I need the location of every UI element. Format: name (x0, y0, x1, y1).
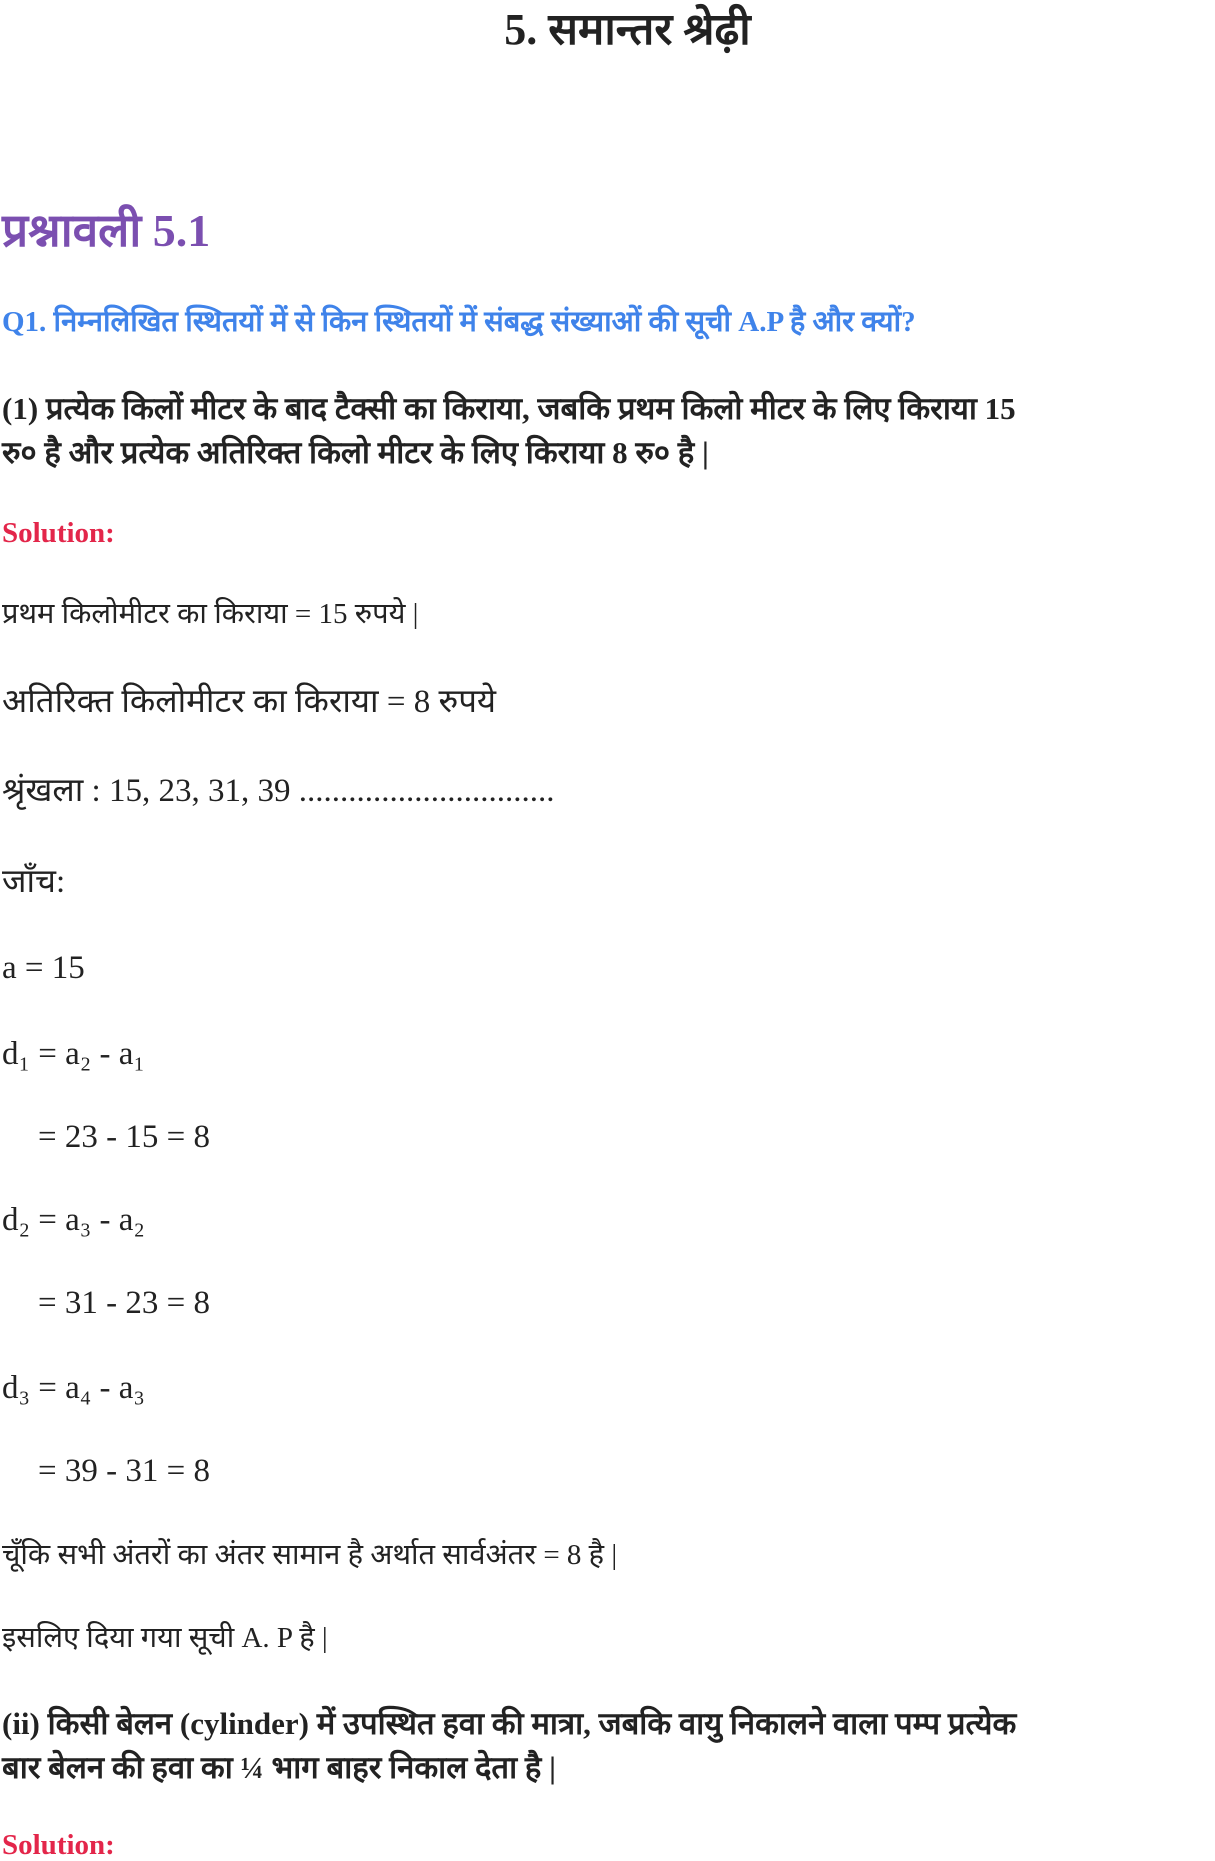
part2-question-line1: (ii) किसी बेलन (cylinder) में उपस्थित हवा की मात्रा, जबकि वायु निकालने वाला पम्प प्रत्येक (2, 1706, 1017, 1741)
solution-line: अतिरिक्त किलोमीटर का किराया = 8 रुपये (2, 684, 497, 720)
exercise-heading: प्रश्नावली 5.1 (2, 205, 211, 256)
solution-line: = 31 - 23 = 8 (38, 1285, 210, 1321)
solution-line: a = 15 (2, 950, 85, 986)
solution-line: d₁ = a₂ - a₁ (2, 1036, 145, 1072)
solution-line: चूँकि सभी अंतरों का अंतर सामान है अर्थात सार्वअंतर = 8 है | (2, 1539, 618, 1571)
solution-line: = 23 - 15 = 8 (38, 1119, 210, 1155)
solution-label: Solution: (2, 1829, 115, 1861)
solution-line: श्रृंखला : 15, 23, 31, 39 ............................... (2, 773, 555, 809)
solution-line: जाँच: (2, 864, 66, 900)
part1-question-line1: (1) प्रत्येक किलों मीटर के बाद टैक्सी का किराया, जबकि प्रथम किलो मीटर के लिए किराया 15 (2, 391, 1016, 426)
solution-label: Solution: (2, 517, 115, 549)
page-title: 5. समान्तर श्रेढ़ी (504, 5, 751, 54)
solution-line: d₂ = a₃ - a₂ (2, 1202, 145, 1238)
part2-question-line2: बार बेलन की हवा का ¼ भाग बाहर निकाल देता है | (2, 1750, 556, 1785)
part1-question-line2: रु० है और प्रत्येक अतिरिक्त किलो मीटर के लिए किराया 8 रु० है | (2, 435, 709, 470)
question-text: Q1. निम्नलिखित स्थितयों में से किन स्थितयों में संबद्ध संख्याओं की सूची A.P है और क्यों? (2, 306, 916, 338)
solution-line: d₃ = a₄ - a₃ (2, 1370, 145, 1406)
solution-line: प्रथम किलोमीटर का किराया = 15 रुपये | (2, 598, 419, 630)
solution-line: इसलिए दिया गया सूची A. P है | (2, 1622, 328, 1654)
solution-line: = 39 - 31 = 8 (38, 1453, 210, 1489)
